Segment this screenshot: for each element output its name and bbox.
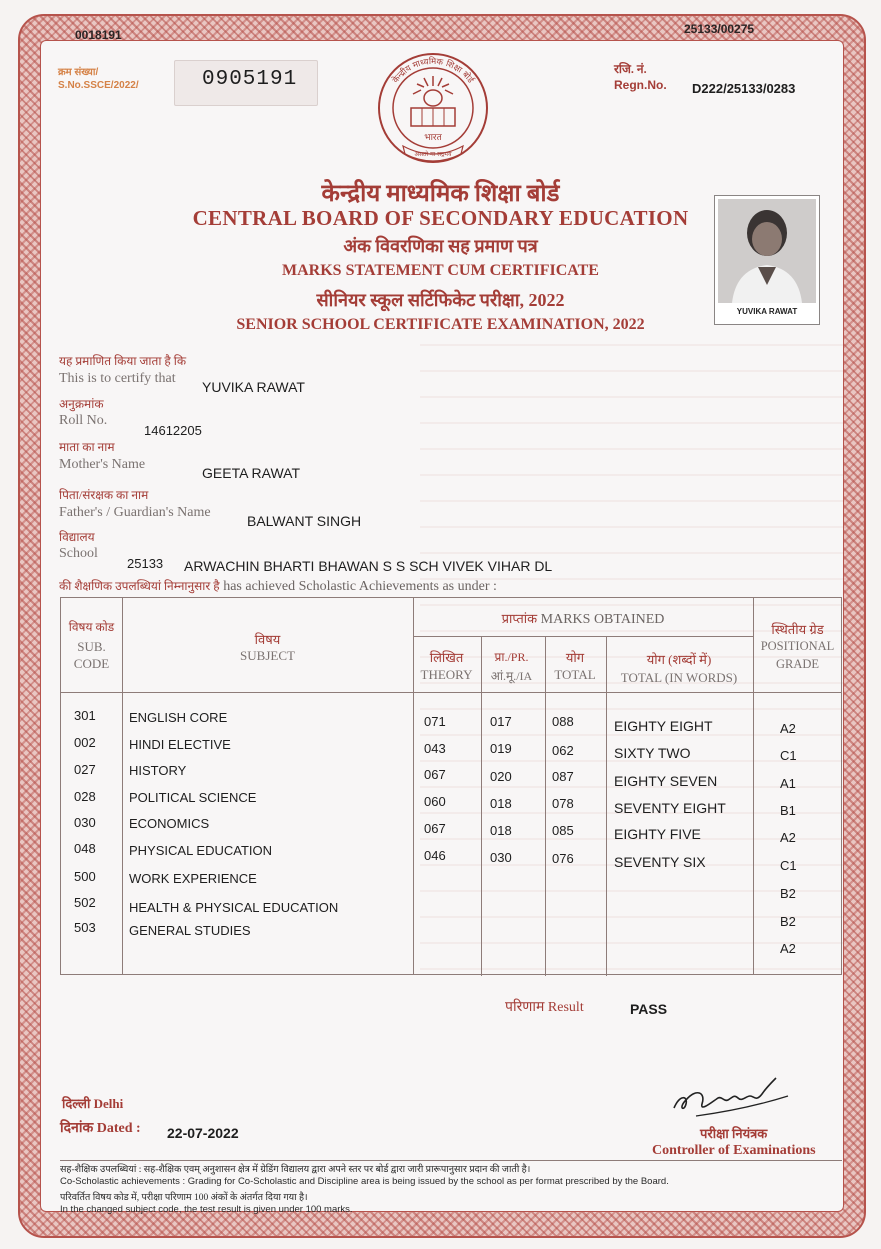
row-9-subject: GENERAL STUDIES: [129, 923, 251, 938]
row-3-total: 087: [552, 769, 574, 784]
roll-number: 14612205: [144, 423, 202, 438]
achievement-line: [59, 577, 497, 595]
regn-value: D222/25133/0283: [692, 81, 796, 96]
achievement-hi: की शैक्षणिक उपलब्धियां निम्नानुसार है: [59, 579, 220, 593]
photo-caption: YUVIKA RAWAT: [736, 307, 798, 316]
father-label-en: Father's / Guardian's Name: [59, 505, 211, 520]
col-subject-hi: विषय: [254, 632, 281, 647]
note-2-hi: परिवर्तित विषय कोड में, परीक्षा परिणाम 100 अंकों के अंतर्गत दिया गया है।: [60, 1193, 308, 1203]
date-value: 22-07-2022: [167, 1125, 239, 1141]
roll-label-en: Roll No.: [59, 413, 108, 428]
row-3-grade: A1: [780, 776, 796, 791]
father-name: BALWANT SINGH: [247, 513, 362, 529]
row-8-grade: B2: [780, 914, 796, 929]
note-1-en: Co-Scholastic achievements : Grading for Co-Scholastic and Discipline area is being issued by the school as per format prescribed by the Board.: [60, 1176, 669, 1187]
row-7-subject: WORK EXPERIENCE: [129, 871, 257, 886]
col-grade-en1: POSITIONAL: [760, 639, 835, 653]
result-value: PASS: [630, 1001, 668, 1017]
col-words-en: TOTAL (IN WORDS): [620, 670, 738, 685]
col-total-hi: योग: [565, 650, 585, 665]
marks-obtained-en: MARKS OBTAINED: [540, 612, 665, 627]
row-2-practical: 019: [490, 741, 512, 756]
date-label: दिनांक Dated :: [60, 1121, 141, 1136]
row-1-words: EIGHTY EIGHT: [614, 718, 713, 734]
row-9-code: 503: [74, 920, 96, 935]
emblem-text-bharat: भारत: [424, 133, 442, 143]
row-9-grade: A2: [780, 941, 796, 956]
row-6-theory: 046: [424, 848, 446, 863]
regn-label-hi: रजि. नं.: [614, 62, 647, 76]
document-title-hi: अंक विवरणिका सह प्रमाण पत्र: [343, 236, 538, 256]
row-2-words: SIXTY TWO: [614, 745, 691, 761]
exam-title-hi: सीनियर स्कूल सर्टिफिकेट परीक्षा, 2022: [316, 290, 565, 310]
row-7-code: 500: [74, 869, 96, 884]
row-8-code: 502: [74, 895, 96, 910]
row-5-words: EIGHTY FIVE: [614, 826, 701, 842]
row-4-practical: 018: [490, 796, 512, 811]
result-label: परिणाम Result: [505, 1000, 584, 1015]
mother-name: GEETA RAWAT: [202, 465, 301, 481]
roll-label-hi: अनुक्रमांक: [59, 397, 104, 411]
col-words-hi: योग (शब्दों में): [646, 652, 712, 667]
school-label-en: School: [59, 546, 98, 561]
exam-title-en: SENIOR SCHOOL CERTIFICATE EXAMINATION, 2022: [236, 316, 645, 333]
school-label-hi: विद्यालय: [59, 530, 95, 544]
row-5-theory: 067: [424, 821, 446, 836]
col-code-en2: CODE: [73, 656, 110, 671]
row-5-practical: 018: [490, 823, 512, 838]
row-2-theory: 043: [424, 741, 446, 756]
row-4-code: 028: [74, 789, 96, 804]
signature-icon: [666, 1072, 796, 1122]
row-2-total: 062: [552, 743, 574, 758]
row-4-grade: B1: [780, 803, 796, 818]
row-6-code: 048: [74, 841, 96, 856]
col-prac-hi: प्रा./PR.: [494, 650, 529, 664]
row-1-grade: A2: [780, 721, 796, 736]
row-1-total: 088: [552, 714, 574, 729]
row-1-theory: 071: [424, 714, 446, 729]
mother-label-hi: माता का नाम: [59, 440, 115, 454]
school-name: ARWACHIN BHARTI BHAWAN S S SCH VIVEK VIHAR DL: [184, 558, 553, 574]
row-2-grade: C1: [780, 748, 797, 763]
row-4-theory: 060: [424, 794, 446, 809]
student-name: YUVIKA RAWAT: [202, 379, 305, 395]
row-5-total: 085: [552, 823, 574, 838]
place: दिल्ली Delhi: [62, 1096, 124, 1111]
col-theory-hi: लिखित: [429, 650, 464, 665]
row-3-code: 027: [74, 762, 96, 777]
board-title-hi: केन्द्रीय माध्यमिक शिक्षा बोर्ड: [321, 181, 560, 207]
sno-value: 0905191: [202, 68, 298, 91]
col-theory-en: THEORY: [420, 667, 473, 682]
col-grade-en2: GRADE: [775, 657, 820, 671]
row-6-grade: C1: [780, 858, 797, 873]
marks-obtained-hi: प्राप्तांक: [501, 611, 538, 626]
row-3-practical: 020: [490, 769, 512, 784]
document-title-en: MARKS STATEMENT CUM CERTIFICATE: [282, 262, 599, 279]
row-6-practical: 030: [490, 850, 512, 865]
row-6-words: SEVENTY SIX: [614, 854, 706, 870]
sno-label: [58, 66, 139, 92]
footer-divider: [60, 1160, 842, 1161]
row-8-subject: HEALTH & PHYSICAL EDUCATION: [129, 900, 339, 915]
marks-obtained-header: [413, 609, 753, 628]
serial-number: 0018191: [75, 28, 122, 42]
row-3-subject: HISTORY: [129, 763, 187, 778]
sno-label-hi: क्रम संख्या/: [58, 67, 99, 78]
col-grade-hi: स्थितीय ग्रेड: [771, 622, 824, 637]
row-2-code: 002: [74, 735, 96, 750]
note-2-en: In the changed subject code, the test result is given under 100 marks.: [60, 1204, 353, 1215]
school-code: 25133: [127, 556, 164, 571]
regn-label-en: Regn.No.: [614, 78, 667, 92]
col-total-en: TOTAL: [554, 667, 596, 682]
controller-hi: परीक्षा नियंत्रक: [700, 1126, 768, 1141]
row-5-subject: ECONOMICS: [129, 816, 210, 831]
row-6-total: 076: [552, 851, 574, 866]
note-1-hi: सह-शैक्षिक उपलब्धियां : सह-शैक्षिक एवम् अनुशासन क्षेत्र में ग्रेडिंग विद्यालय द्वारा अपने स्तर पर बोर्ड द्वारा जारी प्रारूपानुसार प्रदान की जाती है।: [60, 1165, 531, 1175]
certify-label-en: This is to certify that: [59, 371, 176, 386]
row-2-subject: HINDI ELECTIVE: [129, 737, 231, 752]
row-1-subject: ENGLISH CORE: [129, 710, 228, 725]
sno-label-en: S.No.SSCE/2022/: [58, 80, 139, 91]
father-label-hi: पिता/संरक्षक का नाम: [59, 488, 149, 502]
top-reference-number: 25133/00275: [684, 22, 755, 36]
achievement-en: has achieved Scholastic Achievements as under :: [223, 579, 497, 594]
row-4-subject: POLITICAL SCIENCE: [129, 790, 257, 805]
row-3-theory: 067: [424, 767, 446, 782]
board-title-en: CENTRAL BOARD OF SECONDARY EDUCATION: [192, 206, 689, 230]
student-photo: [718, 199, 816, 303]
row-4-total: 078: [552, 796, 574, 811]
emblem-text-top: केन्द्रीय माध्यमिक शिक्षा बोर्ड: [390, 56, 476, 86]
row-4-words: SEVENTY EIGHT: [614, 800, 726, 816]
col-code-en1: SUB.: [77, 639, 106, 654]
certify-label-hi: यह प्रमाणित किया जाता है कि: [59, 354, 187, 368]
row-5-code: 030: [74, 815, 96, 830]
col-subject-en: SUBJECT: [240, 648, 295, 663]
row-6-subject: PHYSICAL EDUCATION: [129, 843, 273, 858]
row-1-code: 301: [74, 708, 96, 723]
row-3-words: EIGHTY SEVEN: [614, 773, 718, 789]
col-prac-en: आं.मू./IA: [490, 669, 533, 683]
mother-label-en: Mother's Name: [59, 457, 146, 472]
row-5-grade: A2: [780, 830, 796, 845]
row-7-grade: B2: [780, 886, 796, 901]
controller-en: Controller of Examinations: [652, 1143, 816, 1158]
cbse-emblem-icon: [373, 50, 493, 170]
emblem-motto: असतो मा सद्गमय: [414, 151, 452, 158]
row-1-practical: 017: [490, 714, 512, 729]
col-code-hi: विषय कोड: [68, 620, 115, 634]
